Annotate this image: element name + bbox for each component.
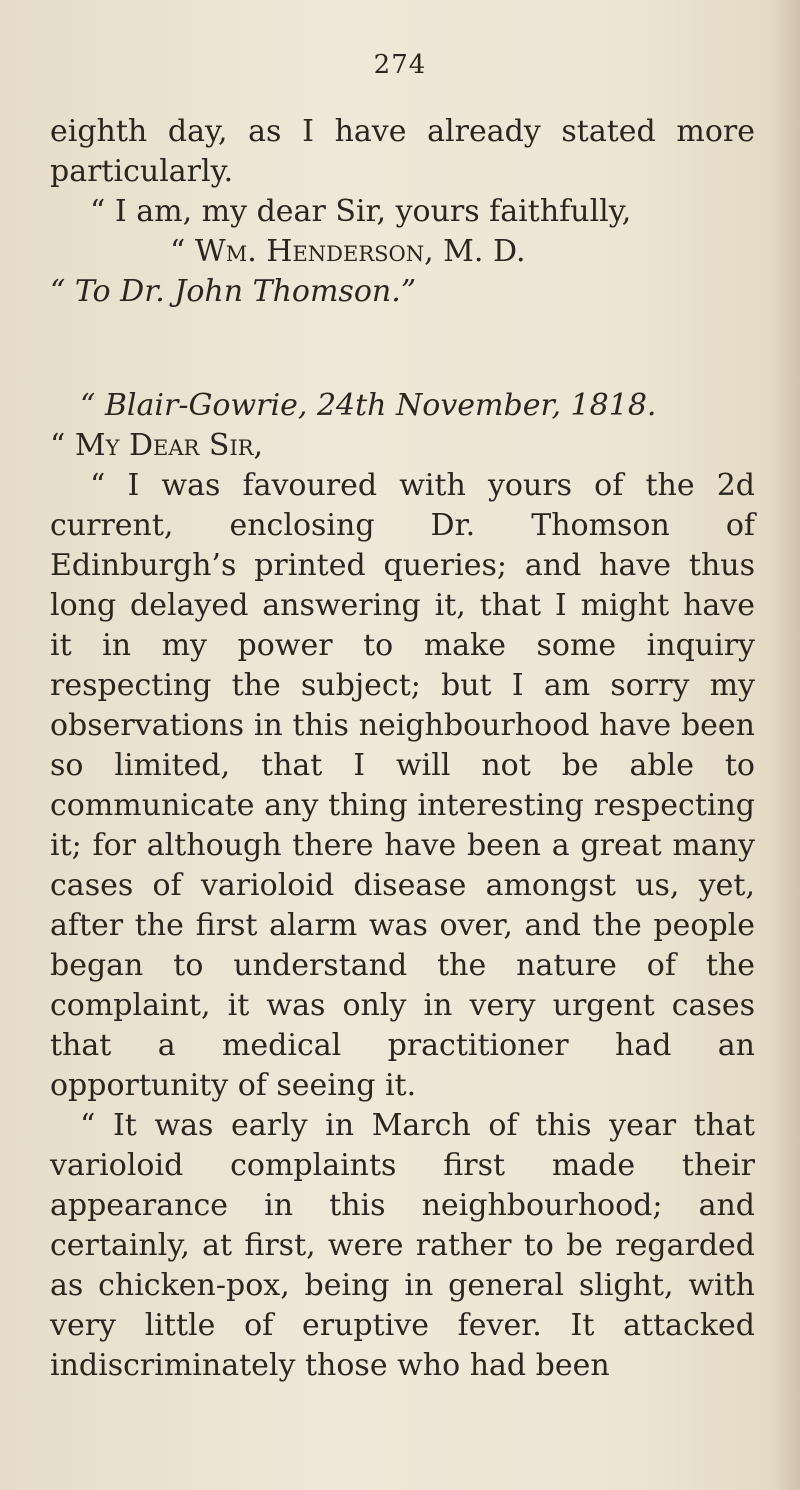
text-body bbox=[50, 112, 755, 1386]
letter-paragraph-1: “ I was favoured with yours of the 2d current, enclosing Dr. Thomson of Edinburgh’s printed queries; and have thus long delayed answering it, that I might have it in my power to make some inquiry respecting the subject; but I am sorry my observations in this neighbourhood have been so limited, that I will not be able to communicate any thing interesting respecting it; for although there have been a great many cases of varioloid disease amongst us, yet, after the first alarm was over, and the people began to understand the nature of the complaint, it was only in very urgent cases that a medical practitioner had an opportunity of seeing it. bbox=[50, 468, 755, 1103]
letter-closing: “ I am, my dear Sir, yours faithfully, bbox=[90, 194, 632, 229]
letter-signature: “ Wm. Henderson, M. D. bbox=[170, 234, 526, 269]
letter-paragraph-2: “ It was early in March of this year that varioloid complaints first made their appearance in this neighbourhood; and certainly, at first, were rather to be regarded as chicken-pox, being in general slight, with very little of eruptive fever. It attacked indiscriminately those who had been bbox=[50, 1108, 755, 1383]
page-number: 274 bbox=[373, 50, 427, 80]
letter-dateline: “ Blair-Gowrie, 24th November, 1818. bbox=[80, 388, 657, 423]
paragraph-continuation: eighth day, as I have already stated more particularly. bbox=[50, 114, 755, 189]
section-gap bbox=[50, 312, 755, 386]
letter-salutation: “ My Dear Sir, bbox=[50, 428, 264, 463]
page-edge-shadow bbox=[770, 0, 800, 1490]
letter-addressee: “ To Dr. John Thomson.” bbox=[50, 274, 417, 309]
